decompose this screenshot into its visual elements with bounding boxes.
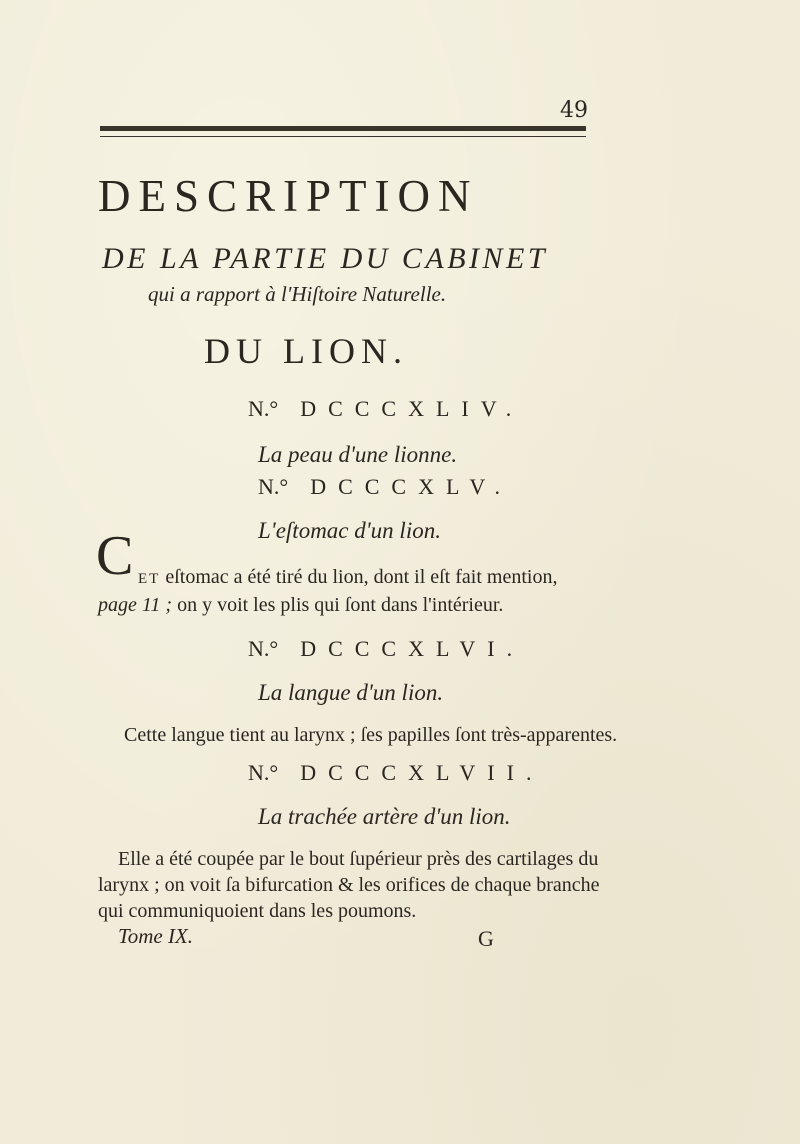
intro-line: qui a rapport à l'Hiſtoire Naturelle.: [148, 282, 447, 306]
item-text-line: qui communiquoient dans les poumons.: [98, 900, 417, 922]
smallcaps-text: ET: [138, 571, 161, 587]
item-number-label: N.°: [248, 760, 279, 785]
header-rule-thin: [100, 136, 586, 137]
text-span: on y voit les plis qui ſont dans l'intérieur.: [172, 594, 504, 616]
item-number: [248, 636, 524, 662]
page-reference: page 11 ;: [98, 594, 173, 616]
item-number-roman: DCCCXLIV.: [300, 396, 524, 421]
item-number-label: N.°: [248, 636, 279, 661]
item-text-line: Elle a été coupée par le bout ſupérieur près des cartilages du: [118, 848, 599, 870]
section-heading: DU LION.: [204, 331, 408, 371]
item-text-line: [98, 592, 503, 618]
item-number-roman: DCCCXLV.: [310, 474, 512, 499]
item-text-line: Cette langue tient au larynx ; ſes papilles ſont très-apparentes.: [124, 724, 618, 746]
header-rule-thick: [100, 126, 586, 131]
item-title: La trachée artère d'un lion.: [258, 804, 511, 829]
item-number: [248, 396, 523, 422]
item-title: La peau d'une lionne.: [258, 442, 458, 467]
item-title: La langue d'un lion.: [258, 680, 444, 705]
item-text-line: [138, 564, 557, 592]
subtitle: DE LA PARTIE DU CABINET: [102, 242, 549, 275]
item-number-label: N.°: [248, 396, 279, 421]
item-number: [248, 760, 543, 786]
item-title: L'eſtomac d'un lion.: [258, 518, 441, 543]
volume-label: Tome IX.: [118, 924, 194, 948]
item-number-label: N.°: [258, 474, 289, 499]
signature-mark: G: [478, 926, 494, 951]
page-number: 49: [560, 98, 588, 123]
item-number: [258, 474, 512, 500]
main-title: DESCRIPTION: [98, 171, 479, 221]
item-text-line: larynx ; on voit ſa bifurcation & les orifices de chaque branche: [98, 874, 600, 896]
text-span: eſtomac a été tiré du lion, dont il eſt fait mention,: [160, 566, 558, 588]
drop-cap: C: [96, 525, 134, 587]
item-number-roman: DCCCXLVI.: [300, 636, 525, 661]
item-number-roman: DCCCXLVII.: [300, 760, 544, 785]
